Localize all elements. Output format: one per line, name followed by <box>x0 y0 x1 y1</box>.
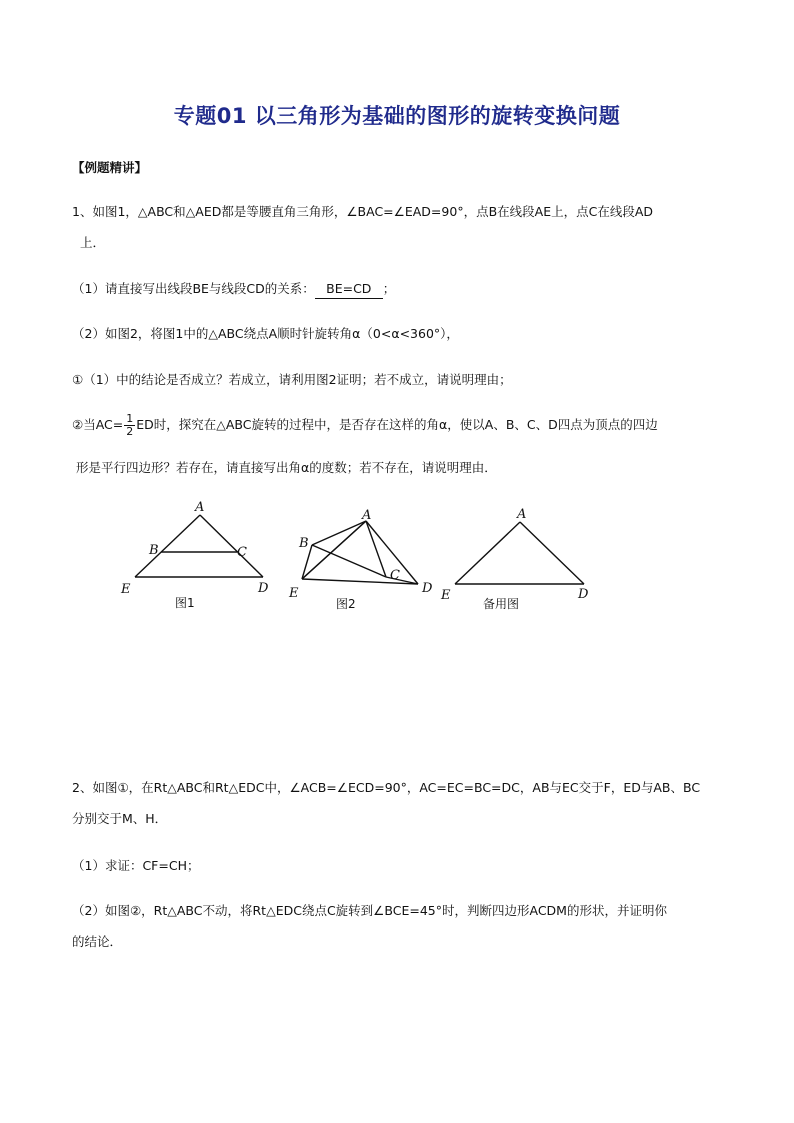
problem2-q2-line2: 的结论． <box>72 934 123 949</box>
q1-suffix: ； <box>382 281 396 296</box>
fig1-label-a: A <box>195 500 205 515</box>
fig2-edge-ab <box>312 521 366 545</box>
fig2-label-c: C <box>390 568 400 583</box>
fraction-one-half: $\frac{1}{2}$ <box>126 412 134 438</box>
problem1-line1: 1、如图1，△ABC和△AED都是等腰直角三角形，∠BAC=∠EAD=90°，点B在线段AE上，点C在线段AD <box>72 204 653 219</box>
figure-2 <box>288 508 433 611</box>
fig2-label-b: B <box>299 536 309 551</box>
q2-2-prefix: ②当AC= <box>72 417 124 432</box>
fig2-label-d: D <box>422 581 433 596</box>
problem1-q2-1: ①（1）中的结论是否成立？若成立，请利用图2证明；若不成立，请说明理由； <box>72 372 512 387</box>
q1-prefix: （1）请直接写出线段BE与线段CD的关系： <box>72 281 315 296</box>
fig2-edge-bc <box>312 545 386 577</box>
fig2-caption: 图2 <box>336 597 356 611</box>
fig1-label-c: C <box>237 545 247 560</box>
fig2-edge-ac <box>366 521 386 577</box>
figure-1 <box>120 500 269 610</box>
fig2-label-e: E <box>289 586 299 601</box>
problem2-q1: （1）求证：CF=CH； <box>72 858 200 873</box>
problem2-line1: 2、如图①，在Rt△ABC和Rt△EDC中，∠ACB=∠ECD=90°，AC=EC=BC=DC，AB与EC交于F，ED与AB、BC <box>72 780 701 795</box>
problem2-line2: 分别交于M、H． <box>72 811 168 826</box>
fig3-caption: 备用图 <box>483 597 520 611</box>
fig1-label-e: E <box>121 582 131 597</box>
fig2-label-a: A <box>362 508 372 523</box>
problem1-q2-2-line2: 形是平行四边形？若存在，请直接写出角α的度数；若不存在，请说明理由． <box>76 460 497 475</box>
fig3-label-d: D <box>578 587 589 602</box>
problem1-line2: 上． <box>80 235 106 250</box>
fig1-edge-ad <box>200 515 263 577</box>
section-label: 【例题精讲】 <box>72 160 148 175</box>
fig3-edge-ae <box>455 522 520 584</box>
fig1-edge-ae <box>135 515 200 577</box>
problem2-q2-line1: （2）如图②，Rt△ABC不动，将Rt△EDC绕点C旋转到∠BCE=45°时，判断四边形ACDM的形状，并证明你 <box>72 903 667 918</box>
fig1-caption: 图1 <box>175 596 195 610</box>
problem1-q2: （2）如图2，将图1中的△ABC绕点A顺时针旋转角α（0<α<360°）， <box>72 326 459 341</box>
figures <box>0 495 794 620</box>
q2-2-suffix: ED时，探究在△ABC旋转的过程中，是否存在这样的角α，使以A、B、C、D四点为顶点的四边 <box>136 417 658 432</box>
page-title: 专题01 以三角形为基础的图形的旋转变换问题 <box>173 104 621 128</box>
fig3-label-e: E <box>441 588 451 603</box>
fig3-label-a: A <box>517 507 527 522</box>
fig2-edge-ea-dup <box>302 521 366 579</box>
figure-3 <box>440 507 589 611</box>
fig1-label-b: B <box>149 543 159 558</box>
problem1-q2-2 <box>72 413 658 438</box>
fig3-edge-ad <box>520 522 584 584</box>
problem1-q1 <box>72 280 395 299</box>
fig1-label-d: D <box>258 581 269 596</box>
q1-answer: BE=CD <box>315 280 383 299</box>
